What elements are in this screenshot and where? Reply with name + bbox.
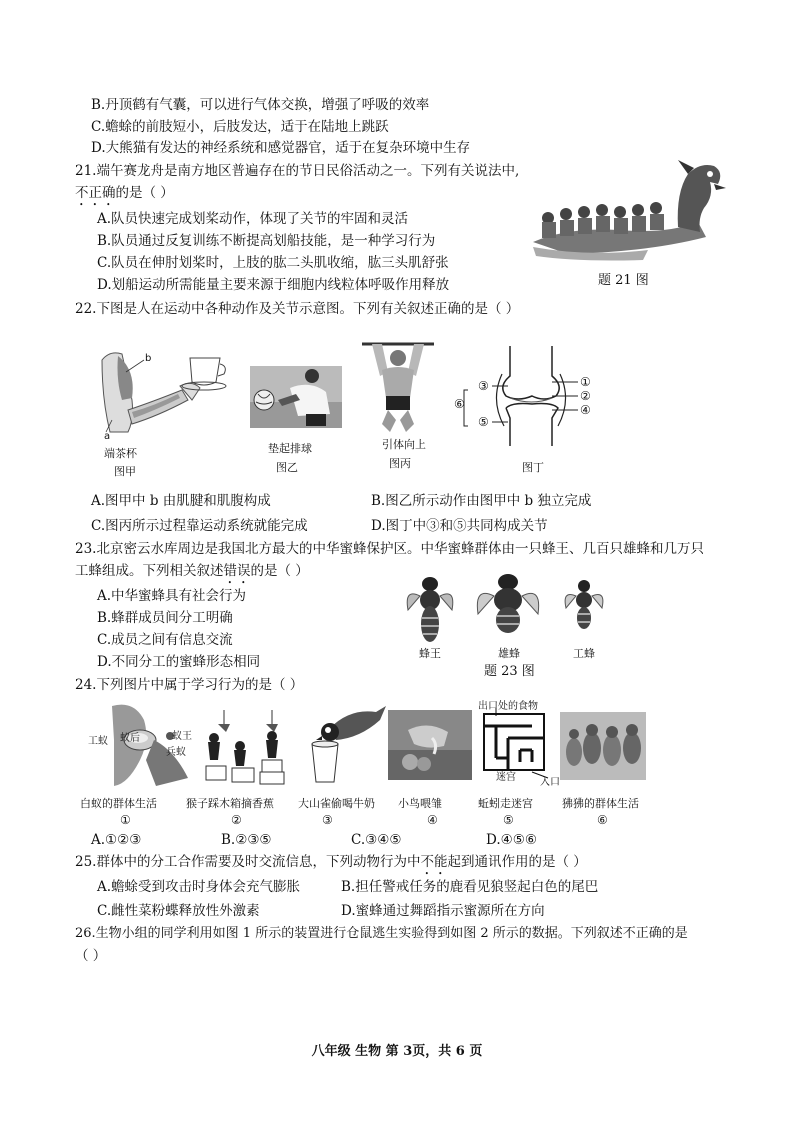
- q21-option-a: A.队员快速完成划桨动作，体现了关节的牢固和灵活: [97, 211, 409, 227]
- q25-stem-start: 25.群体中的分工合作需要及时交流信息，下列动物行为中: [75, 854, 421, 870]
- q24-number-4: ④: [427, 813, 438, 827]
- maze-tag-exit-food: 出口处的食物: [478, 701, 538, 712]
- q25-emphasis: 不能: [420, 854, 448, 870]
- bee-label-queen: 蜂王: [419, 647, 441, 660]
- knee-joint-diagram: [452, 346, 598, 446]
- q24-number-1: ①: [120, 813, 131, 827]
- queen-bee-drawing: [407, 577, 453, 642]
- q22-option-a: A.图甲中 b 由肌腱和肌腹构成: [91, 493, 271, 509]
- q25-option-c: C.雌性菜粉蝶释放性外激素: [97, 903, 260, 919]
- q21-option-c: C.队员在伸肘划桨时，上肢的肱二头肌收缩，肱三头肌舒张: [97, 255, 449, 271]
- honeybee-castes-image: [400, 568, 620, 644]
- joint-label-4: ④: [580, 403, 591, 417]
- worker-bee-drawing: [565, 580, 603, 629]
- termite-tag-soldier: 兵蚁: [166, 747, 186, 758]
- fig-bing-caption: 引体向上: [382, 438, 426, 451]
- bird-feeding-chicks-image: [388, 710, 472, 780]
- q21-emphasis: 不正确: [75, 185, 116, 201]
- termite-tag-queen: 蚁后: [120, 733, 140, 744]
- joint-label-2: ②: [580, 389, 591, 403]
- fig-jia-label-a: a: [104, 431, 111, 442]
- bee-label-worker: 工蜂: [573, 647, 595, 660]
- q24-caption-6: 狒狒的群体生活: [562, 797, 639, 810]
- q22-option-b: B.图乙所示动作由图甲中 b 独立完成: [371, 493, 592, 509]
- joint-label-3: ③: [478, 379, 489, 393]
- q25-option-b: B.担任警戒任务的鹿看见狼竖起白色的尾巴: [341, 879, 599, 895]
- q26-stem-line2: （ ）: [75, 948, 107, 964]
- q23-figure-caption: 题 23 图: [484, 664, 535, 679]
- q24-number-2: ②: [231, 813, 242, 827]
- termite-tag-king: 蚁王: [172, 731, 192, 742]
- joint-label-1: ①: [580, 375, 591, 389]
- q23-stem-line2: [75, 562, 309, 587]
- q22-option-d: D.图丁中③和⑤共同构成关节: [371, 518, 548, 534]
- q24-option-b: B.②③⑤: [221, 832, 272, 848]
- q26-stem: 26.生物小组的同学利用如图 1 所示的装置进行仓鼠逃生实验得到如图 2 所示的数据。下列叙述不正确的是: [75, 926, 688, 941]
- q25-stem: [75, 853, 587, 878]
- q23-stem-start: 工蜂组成。下列相关叙述: [75, 563, 224, 579]
- q21-option-b: B.队员通过反复训练不断提高划船技能，是一种学习行为: [97, 233, 436, 249]
- fig-yi-title: 图乙: [276, 461, 298, 474]
- q20-option-c: C.蟾蜍的前肢短小，后肢发达，适于在陆地上跳跃: [91, 119, 389, 135]
- fig-bing-title: 图丙: [389, 457, 411, 470]
- dragon-boat-image: [528, 152, 728, 262]
- baboon-group-image: [560, 712, 646, 780]
- fig-yi-caption: 垫起排球: [268, 442, 312, 455]
- q23-emphasis: 错误: [223, 563, 251, 579]
- fig-ding-title: 图丁: [522, 461, 544, 474]
- joint-label-6: ⑥: [454, 397, 465, 411]
- q24-number-6: ⑥: [597, 813, 608, 827]
- q24-number-5: ⑤: [503, 813, 514, 827]
- q24-caption-3: 大山雀偷喝牛奶: [298, 797, 375, 810]
- q23-stem: 23.北京密云水库周边是我国北方最大的中华蜜蜂保护区。中华蜜蜂群体由一只蜂王、几百只雄蜂和几万只: [75, 541, 704, 557]
- maze-tag-maze: 迷宫: [496, 772, 516, 783]
- q21-option-d: D.划船运动所需能量主要来源于细胞内线粒体呼吸作用释放: [97, 277, 450, 293]
- q25-option-a: A.蟾蜍受到攻击时身体会充气膨胀: [97, 879, 301, 895]
- q24-caption-5: 蚯蚓走迷宫: [478, 797, 533, 810]
- q24-number-3: ③: [322, 813, 333, 827]
- q21-stem-line2: [75, 184, 174, 209]
- q24-option-a: A.①②③: [91, 832, 142, 848]
- q20-option-d: D.大熊猫有发达的神经系统和感觉器官，适于在复杂环境中生存: [91, 140, 471, 156]
- fig-jia-caption: 端茶杯: [104, 447, 137, 460]
- tit-drinking-milk-image: [300, 698, 390, 786]
- q23-stem-end: 的是（ ）: [250, 563, 309, 579]
- q20-option-b: B.丹顶鹤有气囊，可以进行气体交换，增强了呼吸的效率: [91, 97, 430, 113]
- q25-option-d: D.蜜蜂通过舞蹈指示蜜源所在方向: [341, 903, 545, 919]
- q24-caption-1: 白蚁的群体生活: [80, 797, 157, 810]
- q24-option-c: C.③④⑤: [351, 832, 402, 848]
- joint-label-5: ⑤: [478, 415, 489, 429]
- q24-caption-4: 小鸟喂雏: [398, 797, 442, 810]
- q24-option-d: D.④⑤⑥: [486, 832, 537, 848]
- q23-option-a: A.中华蜜蜂具有社会行为: [97, 588, 247, 604]
- q25-stem-end: 起到通讯作用的是（ ）: [447, 854, 587, 870]
- page-footer: 八年级 生物 第 3页，共 6 页: [311, 1044, 483, 1059]
- bee-label-drone: 雄蜂: [498, 647, 520, 660]
- q21-stem: 21.端午赛龙舟是南方地区普遍存在的节日民俗活动之一。下列有关说法中,: [75, 163, 520, 179]
- q22-stem: 22.下图是人在运动中各种动作及关节示意图。下列有关叙述正确的是（ ）: [75, 301, 520, 317]
- q24-caption-2: 猴子踩木箱摘香蕉: [186, 797, 274, 810]
- termite-tag-worker: 工蚁: [88, 736, 108, 747]
- monkeys-boxes-bananas-image: [200, 706, 290, 788]
- pull-up-image: [358, 336, 438, 436]
- fig-jia-label-b: b: [145, 353, 152, 364]
- q23-option-d: D.不同分工的蜜蜂形态相同: [97, 654, 261, 670]
- q21-figure-caption: 题 21 图: [598, 273, 649, 288]
- volleyball-player-image: [250, 366, 342, 428]
- q21-stem-end: 的是（ ）: [115, 185, 174, 201]
- q24-stem: 24.下列图片中属于学习行为的是（ ）: [75, 677, 304, 693]
- q22-option-c: C.图丙所示过程靠运动系统就能完成: [91, 518, 308, 534]
- q23-option-c: C.成员之间有信息交流: [97, 632, 233, 648]
- q23-option-b: B.蜂群成员间分工明确: [97, 610, 233, 626]
- arm-holding-cup-image: [92, 340, 232, 440]
- fig-jia-title: 图甲: [114, 465, 136, 478]
- drone-bee-drawing: [477, 574, 538, 633]
- maze-tag-entrance: 入口: [540, 777, 560, 788]
